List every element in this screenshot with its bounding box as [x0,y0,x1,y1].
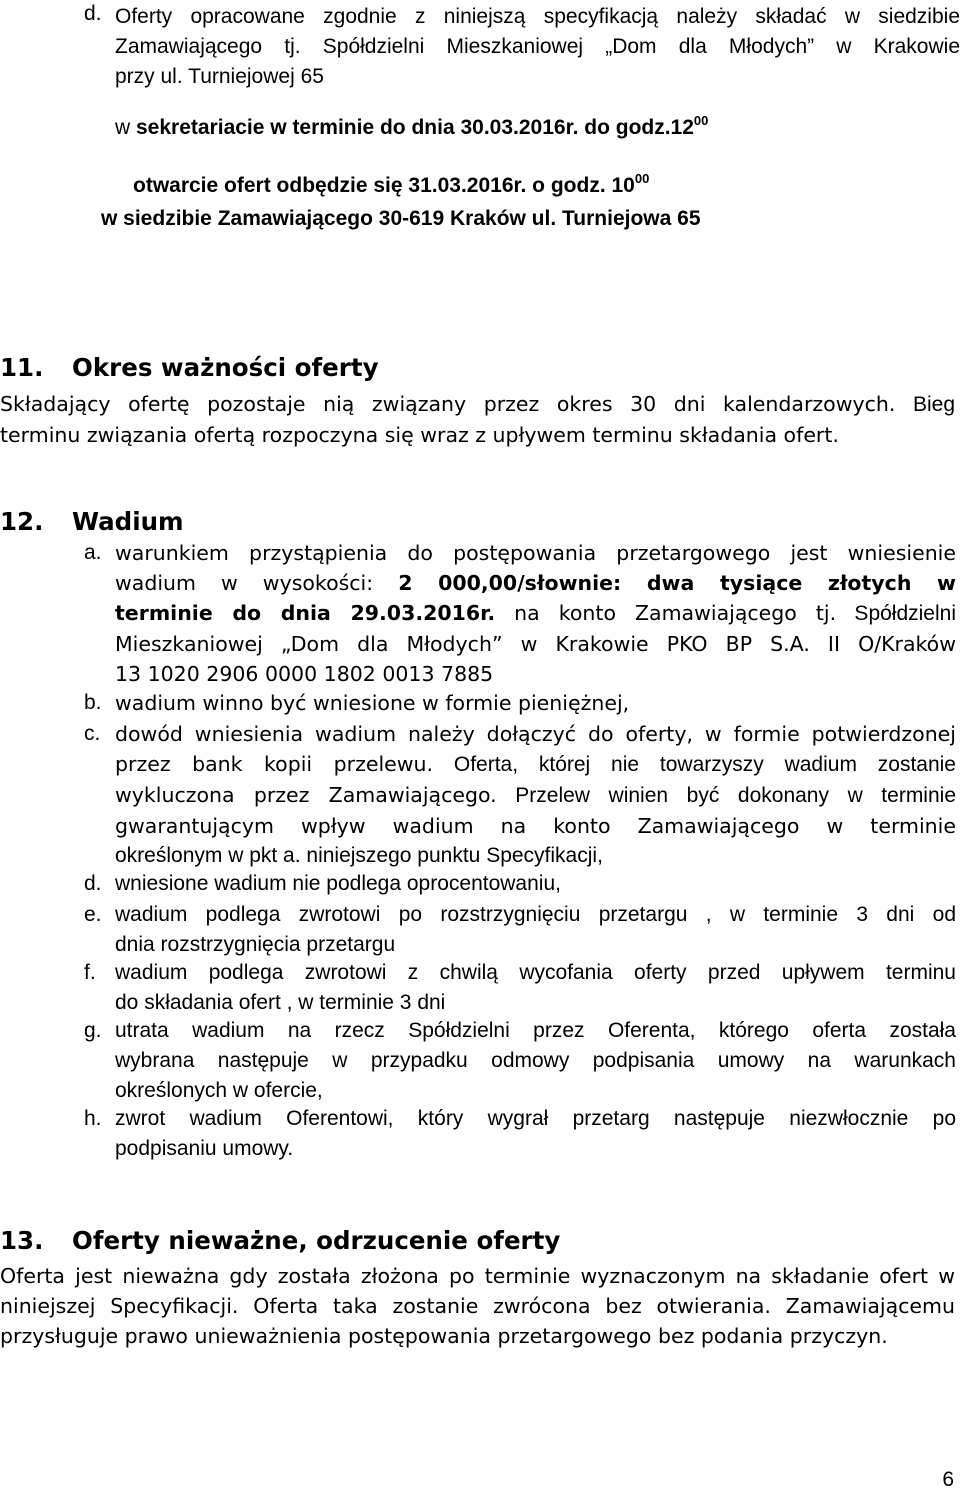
section-number: 12. [0,507,44,536]
text-run: Składający ofertę pozostaje nią związany przez okres 30 dni kalendarzowych. [0,392,896,416]
text-run: przez bank kopii przelewu. [115,752,434,776]
bank-account-number: 13 1020 2906 0000 1802 0013 7885 [115,662,494,686]
text-line: Oferta jest nieważna gdy została złożona po terminie wyznaczonym na składanie ofert w [0,1264,955,1288]
text-line: dnia rozstrzygnięcia przetargu [115,933,396,956]
section-11-text [0,389,955,450]
text-line: warunkiem przystąpienia do postępowania przetargowego jest wniesienie [115,541,956,565]
opening-minutes: 00 [634,171,650,186]
list-letter: e. [84,903,102,926]
section-13-text [0,1261,955,1351]
text-line: Oferty opracowane zgodnie z niniejszą specyfikacją należy składać w siedzibie [115,5,960,28]
text-run: wykluczona przez Zamawiającego. [115,783,497,807]
text-line: utrata wadium na rzecz Spółdzielni przez Oferenta, którego oferta została [115,1019,956,1042]
text-line [115,749,956,780]
list-letter: a. [84,541,102,564]
text-run: wadium w wysokości: [115,571,399,595]
list-letter: d. [84,872,102,895]
list-item-text [115,2,960,92]
deadline-text: sekretariacie w terminie do dnia 30.03.2016r. do godz.12 [136,116,694,139]
text-line: terminu związania ofertą rozpoczyna się wraz z upływem terminu składania ofert. [0,423,839,447]
text-line: Mieszkaniowej „Dom dla Młodych” w Krakowie PKO BP S.A. II O/Kraków [115,632,956,656]
wadium-deadline: terminie do dnia 29.03.2016r. [115,601,496,625]
section-number: 13. [0,1226,44,1255]
text-line: przy ul. Turniejowej 65 [115,65,324,88]
deadline-minutes: 00 [693,113,709,128]
text-line: zwrot wadium Oferentowi, który wygrał przetarg następuje niezwłocznie po [115,1107,956,1130]
opening-date [133,171,650,198]
text-line: określonym w pkt a. niniejszego punktu Specyfikacji, [115,844,603,867]
list-item-text [115,1104,956,1164]
text-line: wybrana następuje w przypadku odmowy podpisania umowy na warunkach [115,1049,956,1072]
opening-location: w siedzibie Zamawiającego 30-619 Kraków ul. Turniejowa 65 [101,207,701,230]
text-line [0,389,955,420]
text-line: wadium podlega zwrotowi z chwilą wycofania oferty przed upływem terminu [115,961,956,984]
text-line [115,568,956,598]
submission-deadline [115,113,709,140]
deadline-prefix: w [115,116,136,139]
text-line: do składania ofert , w terminie 3 dni [115,991,446,1014]
text-run: na konto Zamawiającego tj. [495,601,837,625]
list-item-text [115,1016,956,1106]
text-line: Zamawiającego tj. Spółdzielni Mieszkaniowej „Dom dla Młodych” w Krakowie [115,35,960,58]
list-item-text [115,688,956,718]
text-run: Oferta, której nie towarzyszy wadium zostanie [433,753,956,776]
text-line: wadium podlega zwrotowi po rozstrzygnięciu przetargu , w terminie 3 dni od [115,903,956,926]
text-line: przysługuje prawo unieważnienia postępowania przetargowego bez podania przyczyn. [0,1324,888,1348]
text-line: podpisaniu umowy. [115,1137,294,1160]
text-line: dowód wniesienia wadium należy dołączyć do oferty, w formie potwierdzonej [115,722,956,746]
list-item-text [115,538,956,689]
text-line: wniesione wadium nie podlega oprocentowaniu, [115,872,561,895]
page-number: 6 [942,1468,954,1491]
text-run: Bieg [912,393,955,416]
list-item-text [115,719,956,871]
list-letter: b. [84,691,102,714]
text-line: gwarantującym wpływ wadium na konto Zamawiającego w terminie [115,814,956,838]
text-line: wadium winno być wniesione w formie pieniężnej, [115,691,630,715]
text-run: Przelew winien być dokonany w terminie [496,784,956,807]
list-item-text [115,900,956,960]
section-title: Wadium [72,507,184,536]
list-letter: d. [84,2,102,25]
text-line [115,598,956,629]
list-item-text [115,958,956,1018]
list-letter: f. [84,961,96,984]
text-line: niniejszej Specyfikacji. Oferta taka zostanie zwrócona bez otwierania. Zamawiającemu [0,1294,955,1318]
section-number: 11. [0,353,44,382]
wadium-amount: 2 000,00/słownie: dwa tysiące złotych w [398,571,956,595]
list-item-text [115,869,956,899]
section-title: Okres ważności oferty [72,353,379,382]
list-letter: h. [84,1107,102,1130]
list-letter: c. [84,722,101,745]
text-line [115,780,956,811]
opening-text: otwarcie ofert odbędzie się 31.03.2016r. o godz. 10 [133,174,635,197]
section-title: Oferty nieważne, odrzucenie oferty [72,1226,561,1255]
list-letter: g. [84,1019,102,1042]
text-line: określonych w ofercie, [115,1079,323,1102]
text-run: Spółdzielni [836,602,956,625]
